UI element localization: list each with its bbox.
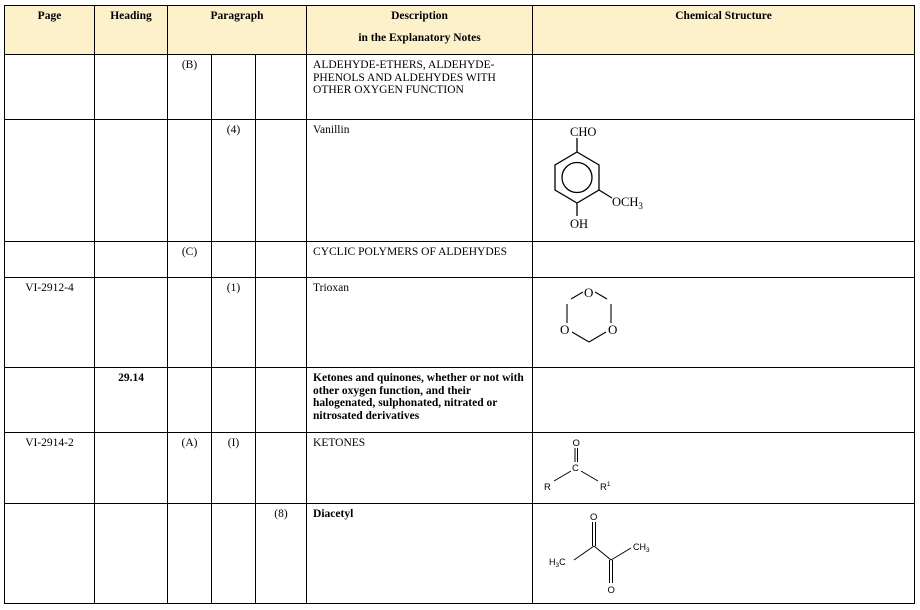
table-row bbox=[5, 368, 915, 433]
explanatory-notes-table bbox=[4, 5, 915, 604]
cell-description: Trioxan bbox=[307, 278, 533, 368]
vanillin-cho-label: CHO bbox=[570, 125, 597, 139]
cell-paragraph-2 bbox=[212, 504, 256, 604]
cell-heading bbox=[95, 242, 168, 278]
cell-heading bbox=[95, 278, 168, 368]
cell-paragraph-3 bbox=[256, 368, 307, 433]
cell-heading bbox=[95, 433, 168, 504]
cell-structure bbox=[533, 278, 915, 368]
trioxan-o-right: O bbox=[608, 322, 618, 337]
cell-page bbox=[5, 120, 95, 242]
diacetyl-o-bottom: O bbox=[607, 585, 615, 596]
diacetyl-structure bbox=[539, 508, 679, 596]
vanillin-oh-label: OH bbox=[570, 217, 589, 231]
cell-description: Diacetyl bbox=[307, 504, 533, 604]
diacetyl-o-top: O bbox=[590, 512, 598, 523]
cell-page bbox=[5, 55, 95, 120]
table-row bbox=[5, 433, 915, 504]
cell-paragraph-3 bbox=[256, 120, 307, 242]
cell-paragraph-1: (B) bbox=[168, 55, 212, 120]
cell-structure bbox=[533, 433, 915, 504]
cell-heading bbox=[95, 120, 168, 242]
cell-structure bbox=[533, 55, 915, 120]
cell-structure bbox=[533, 120, 915, 242]
ketone-o-label: O bbox=[572, 438, 580, 449]
cell-page bbox=[5, 242, 95, 278]
ketone-r1-label: $R^1$ bbox=[600, 481, 611, 493]
cell-description: ALDEHYDE-ETHERS, ALDEHYDE-PHENOLS AND ALDEHYDES WITH OTHER OXYGEN FUNCTION bbox=[307, 55, 533, 120]
cell-structure bbox=[533, 368, 915, 433]
cell-paragraph-3 bbox=[256, 433, 307, 504]
cell-paragraph-1 bbox=[168, 278, 212, 368]
cell-paragraph-1: (A) bbox=[168, 433, 212, 504]
table-row bbox=[5, 242, 915, 278]
header-row bbox=[5, 6, 915, 55]
cell-heading bbox=[95, 504, 168, 604]
cell-description: KETONES bbox=[307, 433, 533, 504]
header-structure: Chemical Structure bbox=[533, 6, 915, 55]
cell-paragraph-3 bbox=[256, 278, 307, 368]
trioxan-o-left: O bbox=[560, 322, 570, 337]
cell-structure bbox=[533, 504, 915, 604]
cell-description: CYCLIC POLYMERS OF ALDEHYDES bbox=[307, 242, 533, 278]
ketone-c-label: C bbox=[572, 463, 579, 474]
header-page: Page bbox=[5, 6, 95, 55]
cell-heading: 29.14 bbox=[95, 368, 168, 433]
header-heading: Heading bbox=[95, 6, 168, 55]
cell-page bbox=[5, 504, 95, 604]
cell-page: VI-2914-2 bbox=[5, 433, 95, 504]
cell-page bbox=[5, 368, 95, 433]
vanillin-och3-label: $OCH_3$ bbox=[612, 195, 643, 211]
table-row bbox=[5, 504, 915, 604]
cell-paragraph-3 bbox=[256, 55, 307, 120]
table-row bbox=[5, 55, 915, 120]
table-row bbox=[5, 120, 915, 242]
cell-description: Vanillin bbox=[307, 120, 533, 242]
cell-paragraph-3: (8) bbox=[256, 504, 307, 604]
cell-paragraph-2: (I) bbox=[212, 433, 256, 504]
cell-heading bbox=[95, 55, 168, 120]
vanillin-structure bbox=[539, 124, 689, 236]
cell-description: Ketones and quinones, whether or not with other oxygen function, and their halogenated, sulphonated, nitrated or nitrosated derivatives bbox=[307, 368, 533, 433]
diacetyl-h3c-label: $H_3C$ bbox=[549, 557, 566, 569]
cell-paragraph-2: (4) bbox=[212, 120, 256, 242]
ketone-r-label: R bbox=[544, 482, 551, 493]
header-description-line2: in the Explanatory Notes bbox=[358, 31, 481, 44]
diacetyl-ch3-label: $CH_3$ bbox=[633, 542, 650, 554]
cell-paragraph-1 bbox=[168, 504, 212, 604]
cell-page: VI-2912-4 bbox=[5, 278, 95, 368]
cell-paragraph-2: (1) bbox=[212, 278, 256, 368]
table-row bbox=[5, 278, 915, 368]
cell-paragraph-1: (C) bbox=[168, 242, 212, 278]
ketone-structure bbox=[539, 437, 649, 497]
trioxan-o-top: O bbox=[584, 285, 594, 300]
cell-paragraph-3 bbox=[256, 242, 307, 278]
cell-paragraph-1 bbox=[168, 368, 212, 433]
cell-paragraph-1 bbox=[168, 120, 212, 242]
cell-paragraph-2 bbox=[212, 242, 256, 278]
trioxan-structure bbox=[539, 282, 659, 360]
header-description-line1: Description bbox=[391, 10, 448, 22]
cell-structure bbox=[533, 242, 915, 278]
header-paragraph: Paragraph bbox=[168, 6, 307, 55]
cell-paragraph-2 bbox=[212, 55, 256, 120]
cell-paragraph-2 bbox=[212, 368, 256, 433]
header-description bbox=[307, 6, 533, 55]
